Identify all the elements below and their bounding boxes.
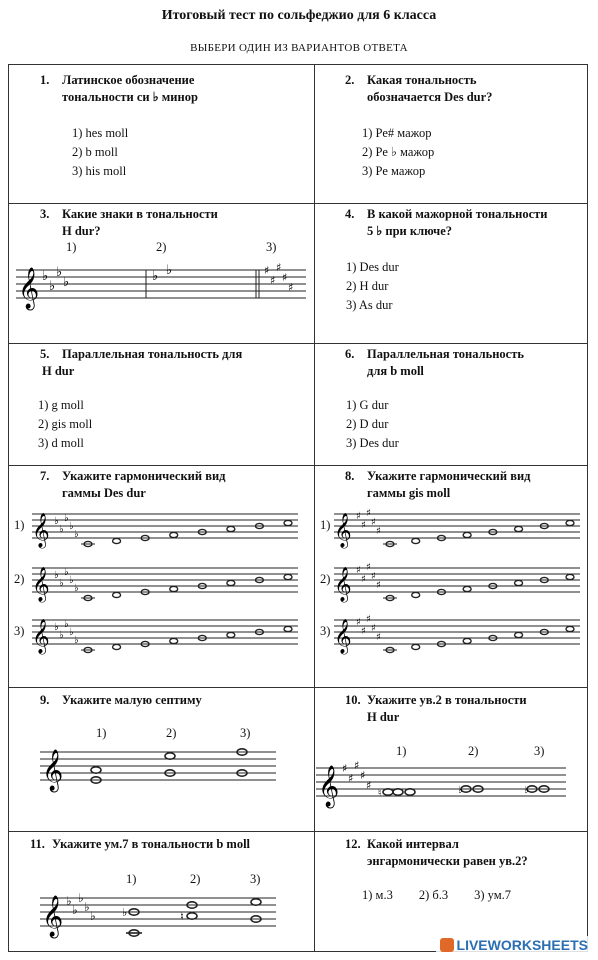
question-text: Какой интервал — [367, 837, 459, 851]
question-text: Укажите ув.2 в тональности — [367, 693, 527, 707]
q1-options — [72, 124, 128, 181]
svg-text:♭: ♭ — [54, 516, 59, 527]
svg-text:♭: ♭ — [59, 524, 64, 535]
svg-text:♯: ♯ — [361, 626, 366, 637]
scale-note — [515, 632, 523, 637]
q12-options — [362, 886, 511, 905]
scale-staff-3 — [334, 616, 584, 656]
svg-text:♭: ♭ — [56, 265, 63, 280]
svg-text:♭: ♭ — [54, 622, 59, 633]
scale-note — [566, 520, 574, 525]
question-2 — [345, 72, 492, 106]
question-number: 2. — [345, 73, 355, 87]
question-text: гаммы Des dur — [62, 486, 146, 500]
question-text: гаммы gis moll — [367, 486, 451, 500]
question-number: 11. — [30, 837, 45, 851]
svg-text:♯: ♯ — [276, 261, 282, 274]
question-text: для b moll — [367, 364, 424, 378]
question-number: 1. — [40, 73, 50, 87]
scale-note — [170, 638, 178, 643]
scale-staff-3 — [32, 616, 302, 656]
row-divider — [9, 203, 587, 204]
svg-text:♮: ♮ — [378, 788, 382, 799]
scale-note — [463, 586, 471, 591]
question-3 — [40, 206, 218, 240]
q6-options — [346, 396, 399, 453]
watermark-text: LIVEWORKSHEETS — [456, 937, 588, 953]
svg-text:♯: ♯ — [366, 614, 371, 625]
svg-text:♭: ♭ — [59, 578, 64, 589]
question-9 — [40, 692, 202, 709]
interval-staff — [40, 744, 290, 794]
answer-option[interactable]: 2) b moll — [72, 145, 118, 159]
question-4 — [345, 206, 548, 240]
svg-text:♭: ♭ — [49, 279, 56, 294]
svg-text:♭: ♭ — [524, 785, 529, 796]
answer-label-2[interactable]: 2) — [468, 744, 479, 758]
row-divider — [9, 687, 587, 688]
svg-text:♭: ♭ — [122, 906, 128, 919]
svg-text:♯: ♯ — [366, 562, 371, 573]
svg-text:♯: ♯ — [371, 571, 376, 582]
treble-clef-icon: 𝄞 — [334, 567, 352, 602]
svg-text:♯: ♯ — [356, 565, 361, 576]
scale-note — [515, 526, 523, 531]
scale-note — [227, 580, 235, 585]
scale-note — [463, 638, 471, 643]
answer-label-1[interactable]: 1) — [126, 872, 137, 886]
treble-clef-icon: 𝄞 — [318, 766, 340, 807]
answer-label-1[interactable]: 1) — [66, 240, 77, 254]
answer-option[interactable]: 1) Ре# мажор — [362, 126, 432, 140]
answer-option[interactable]: 3) Ре мажор — [362, 164, 426, 178]
treble-clef-icon: 𝄞 — [334, 619, 352, 654]
scale-note — [170, 532, 178, 537]
answer-option[interactable]: 2) Ре ♭ мажор — [362, 145, 435, 159]
answer-option[interactable]: 2) gis moll — [38, 417, 93, 431]
question-number: 4. — [345, 207, 355, 221]
scale-note — [463, 532, 471, 537]
svg-text:♭: ♭ — [74, 583, 79, 594]
question-7 — [40, 468, 226, 502]
answer-label-2[interactable]: 2) — [156, 240, 167, 254]
svg-text:♯: ♯ — [366, 779, 372, 792]
svg-text:♭: ♭ — [64, 567, 69, 578]
question-text: Укажите малую септиму — [62, 693, 202, 707]
scale-note — [566, 574, 574, 579]
scale-note — [227, 526, 235, 531]
page-subtitle: ВЫБЕРИ ОДИН ИЗ ВАРИАНТОВ ОТВЕТА — [190, 42, 408, 54]
answer-label-2[interactable]: 2) — [320, 572, 331, 586]
question-number: 5. — [40, 347, 50, 361]
answer-label-2[interactable]: 2) — [14, 572, 25, 586]
svg-text:♯: ♯ — [371, 517, 376, 528]
svg-text:♯: ♯ — [354, 759, 360, 772]
question-text: 5 ♭ при ключе? — [367, 224, 453, 238]
answer-label-1[interactable]: 1) — [320, 518, 331, 532]
scale-note — [412, 592, 420, 597]
column-divider — [314, 65, 315, 951]
question-text: Укажите гармонический вид — [62, 469, 226, 483]
svg-text:♭: ♭ — [63, 275, 70, 290]
question-text: Укажите гармонический вид — [367, 469, 531, 483]
svg-text:♯: ♯ — [282, 271, 288, 284]
q4-options — [346, 258, 399, 315]
interval-staff — [40, 890, 290, 946]
question-number: 9. — [40, 693, 50, 707]
answer-option[interactable]: 3) d moll — [38, 436, 84, 450]
page-title: Итоговый тест по сольфеджио для 6 класса — [161, 8, 437, 23]
answer-option[interactable]: 1) Des dur — [346, 260, 399, 274]
question-5 — [40, 346, 242, 380]
svg-text:♭: ♭ — [69, 521, 74, 532]
answer-option[interactable]: 2) б.3 — [418, 888, 449, 902]
svg-text:♭: ♭ — [54, 570, 59, 581]
svg-text:♭: ♭ — [458, 785, 463, 796]
answer-option[interactable]: 1) hes moll — [72, 126, 129, 140]
svg-text:♯: ♯ — [376, 632, 381, 643]
question-12 — [345, 836, 528, 870]
scale-staff-1 — [334, 510, 584, 550]
answer-option[interactable]: 3) Des dur — [346, 436, 399, 450]
svg-text:♭: ♭ — [78, 891, 84, 905]
answer-option[interactable]: 3) ум.7 — [474, 888, 512, 902]
scale-note — [412, 644, 420, 649]
svg-text:♭: ♭ — [74, 529, 79, 540]
svg-text:♯: ♯ — [376, 526, 381, 537]
svg-text:♭: ♭ — [66, 894, 72, 908]
svg-text:♯: ♯ — [288, 281, 294, 294]
svg-text:♯: ♯ — [270, 274, 276, 287]
svg-text:♯: ♯ — [264, 264, 270, 277]
answer-label-1[interactable]: 1) — [14, 518, 25, 532]
question-text: H dur — [42, 364, 75, 378]
question-text: энгармонически равен ув.2? — [367, 854, 528, 868]
answer-option[interactable]: 3) As dur — [346, 298, 393, 312]
question-text: Параллельная тональность для — [62, 347, 243, 361]
treble-clef-icon: 𝄞 — [32, 567, 50, 602]
answer-label-3[interactable]: 3) — [320, 624, 331, 638]
answer-label-3[interactable]: 3) — [14, 624, 25, 638]
question-10 — [345, 692, 527, 726]
scale-note — [284, 626, 292, 631]
scale-staff-1 — [32, 510, 302, 550]
answer-label-1[interactable]: 1) — [396, 744, 407, 758]
answer-label-2[interactable]: 2) — [190, 872, 201, 886]
answer-label-3[interactable]: 3) — [266, 240, 277, 254]
scale-note — [170, 586, 178, 591]
svg-text:♭: ♭ — [64, 513, 69, 524]
svg-text:♯: ♯ — [348, 772, 354, 785]
svg-text:♭: ♭ — [59, 630, 64, 641]
question-text: обозначается Des dur? — [367, 90, 493, 104]
question-11 — [30, 836, 250, 853]
test-grid — [8, 64, 588, 952]
question-text: Укажите ум.7 в тональности b moll — [52, 837, 251, 851]
row-divider — [9, 343, 587, 344]
question-number: 8. — [345, 469, 355, 483]
svg-text:♭: ♭ — [72, 903, 78, 917]
question-8 — [345, 468, 531, 502]
answer-label-3[interactable]: 3) — [240, 726, 251, 740]
svg-text:♯: ♯ — [356, 617, 361, 628]
answer-option[interactable]: 3) his moll — [72, 164, 127, 178]
svg-text:♭: ♭ — [84, 900, 90, 914]
question-text: В какой мажорной тональности — [367, 207, 548, 221]
treble-clef-icon: 𝄞 — [32, 513, 50, 548]
question-text: Какая тональность — [367, 73, 477, 87]
q2-options — [362, 124, 434, 181]
treble-clef-icon: 𝄞 — [42, 896, 64, 937]
question-number: 3. — [40, 207, 50, 221]
answer-option[interactable]: 1) G dur — [346, 398, 389, 412]
svg-text:♯: ♯ — [371, 623, 376, 634]
scale-note — [412, 538, 420, 543]
svg-text:♭: ♭ — [42, 269, 49, 284]
answer-label-1[interactable]: 1) — [96, 726, 107, 740]
question-number: 10. — [345, 693, 361, 707]
svg-text:♯: ♯ — [361, 574, 366, 585]
svg-text:♭: ♭ — [152, 269, 159, 284]
answer-label-2[interactable]: 2) — [166, 726, 177, 740]
svg-text:♭: ♭ — [69, 575, 74, 586]
key-signature-staff — [16, 261, 316, 314]
svg-text:♯: ♯ — [366, 508, 371, 519]
question-text: Параллельная тональность — [367, 347, 524, 361]
watermark — [436, 936, 592, 954]
treble-clef-icon: 𝄞 — [18, 268, 40, 309]
question-text: H dur? — [62, 224, 101, 238]
question-text: Какие знаки в тональности — [62, 207, 218, 221]
svg-text:♯: ♯ — [342, 762, 348, 775]
scale-staff-2 — [32, 564, 302, 604]
scale-note — [113, 644, 121, 649]
treble-clef-icon: 𝄞 — [334, 513, 352, 548]
answer-label-3[interactable]: 3) — [534, 744, 545, 758]
question-text: H dur — [367, 710, 400, 724]
question-number: 6. — [345, 347, 355, 361]
scale-note — [284, 520, 292, 525]
row-divider — [9, 831, 587, 832]
scale-note — [284, 574, 292, 579]
scale-note — [566, 626, 574, 631]
question-6 — [345, 346, 524, 380]
row-divider — [9, 465, 587, 466]
liveworksheets-logo-icon — [440, 938, 454, 952]
question-text: тональности си ♭ минор — [62, 90, 198, 104]
answer-option[interactable]: 1) м.3 — [362, 888, 393, 902]
answer-option[interactable]: 1) g moll — [38, 398, 84, 412]
answer-option[interactable]: 2) H dur — [346, 279, 389, 293]
question-1 — [40, 72, 198, 106]
interval-staff — [316, 760, 576, 810]
scale-note — [113, 538, 121, 543]
treble-clef-icon: 𝄞 — [32, 619, 50, 654]
svg-text:♯: ♯ — [356, 511, 361, 522]
q5-options — [38, 396, 92, 453]
scale-staff-2 — [334, 564, 584, 604]
svg-text:♯: ♯ — [360, 769, 366, 782]
question-number: 12. — [345, 837, 361, 851]
svg-text:♭: ♭ — [90, 909, 96, 923]
treble-clef-icon: 𝄞 — [42, 750, 64, 791]
answer-label-3[interactable]: 3) — [250, 872, 261, 886]
scale-note — [113, 592, 121, 597]
svg-text:♭: ♭ — [69, 627, 74, 638]
scale-note — [515, 580, 523, 585]
scale-note — [227, 632, 235, 637]
question-text: Латинское обозначение — [62, 73, 195, 87]
question-number: 7. — [40, 469, 50, 483]
svg-text:♯: ♯ — [376, 580, 381, 591]
svg-text:♭: ♭ — [74, 635, 79, 646]
svg-text:♮: ♮ — [180, 910, 184, 923]
svg-text:♯: ♯ — [361, 520, 366, 531]
svg-text:♭: ♭ — [64, 619, 69, 630]
svg-text:♭: ♭ — [166, 263, 173, 278]
answer-option[interactable]: 2) D dur — [346, 417, 389, 431]
